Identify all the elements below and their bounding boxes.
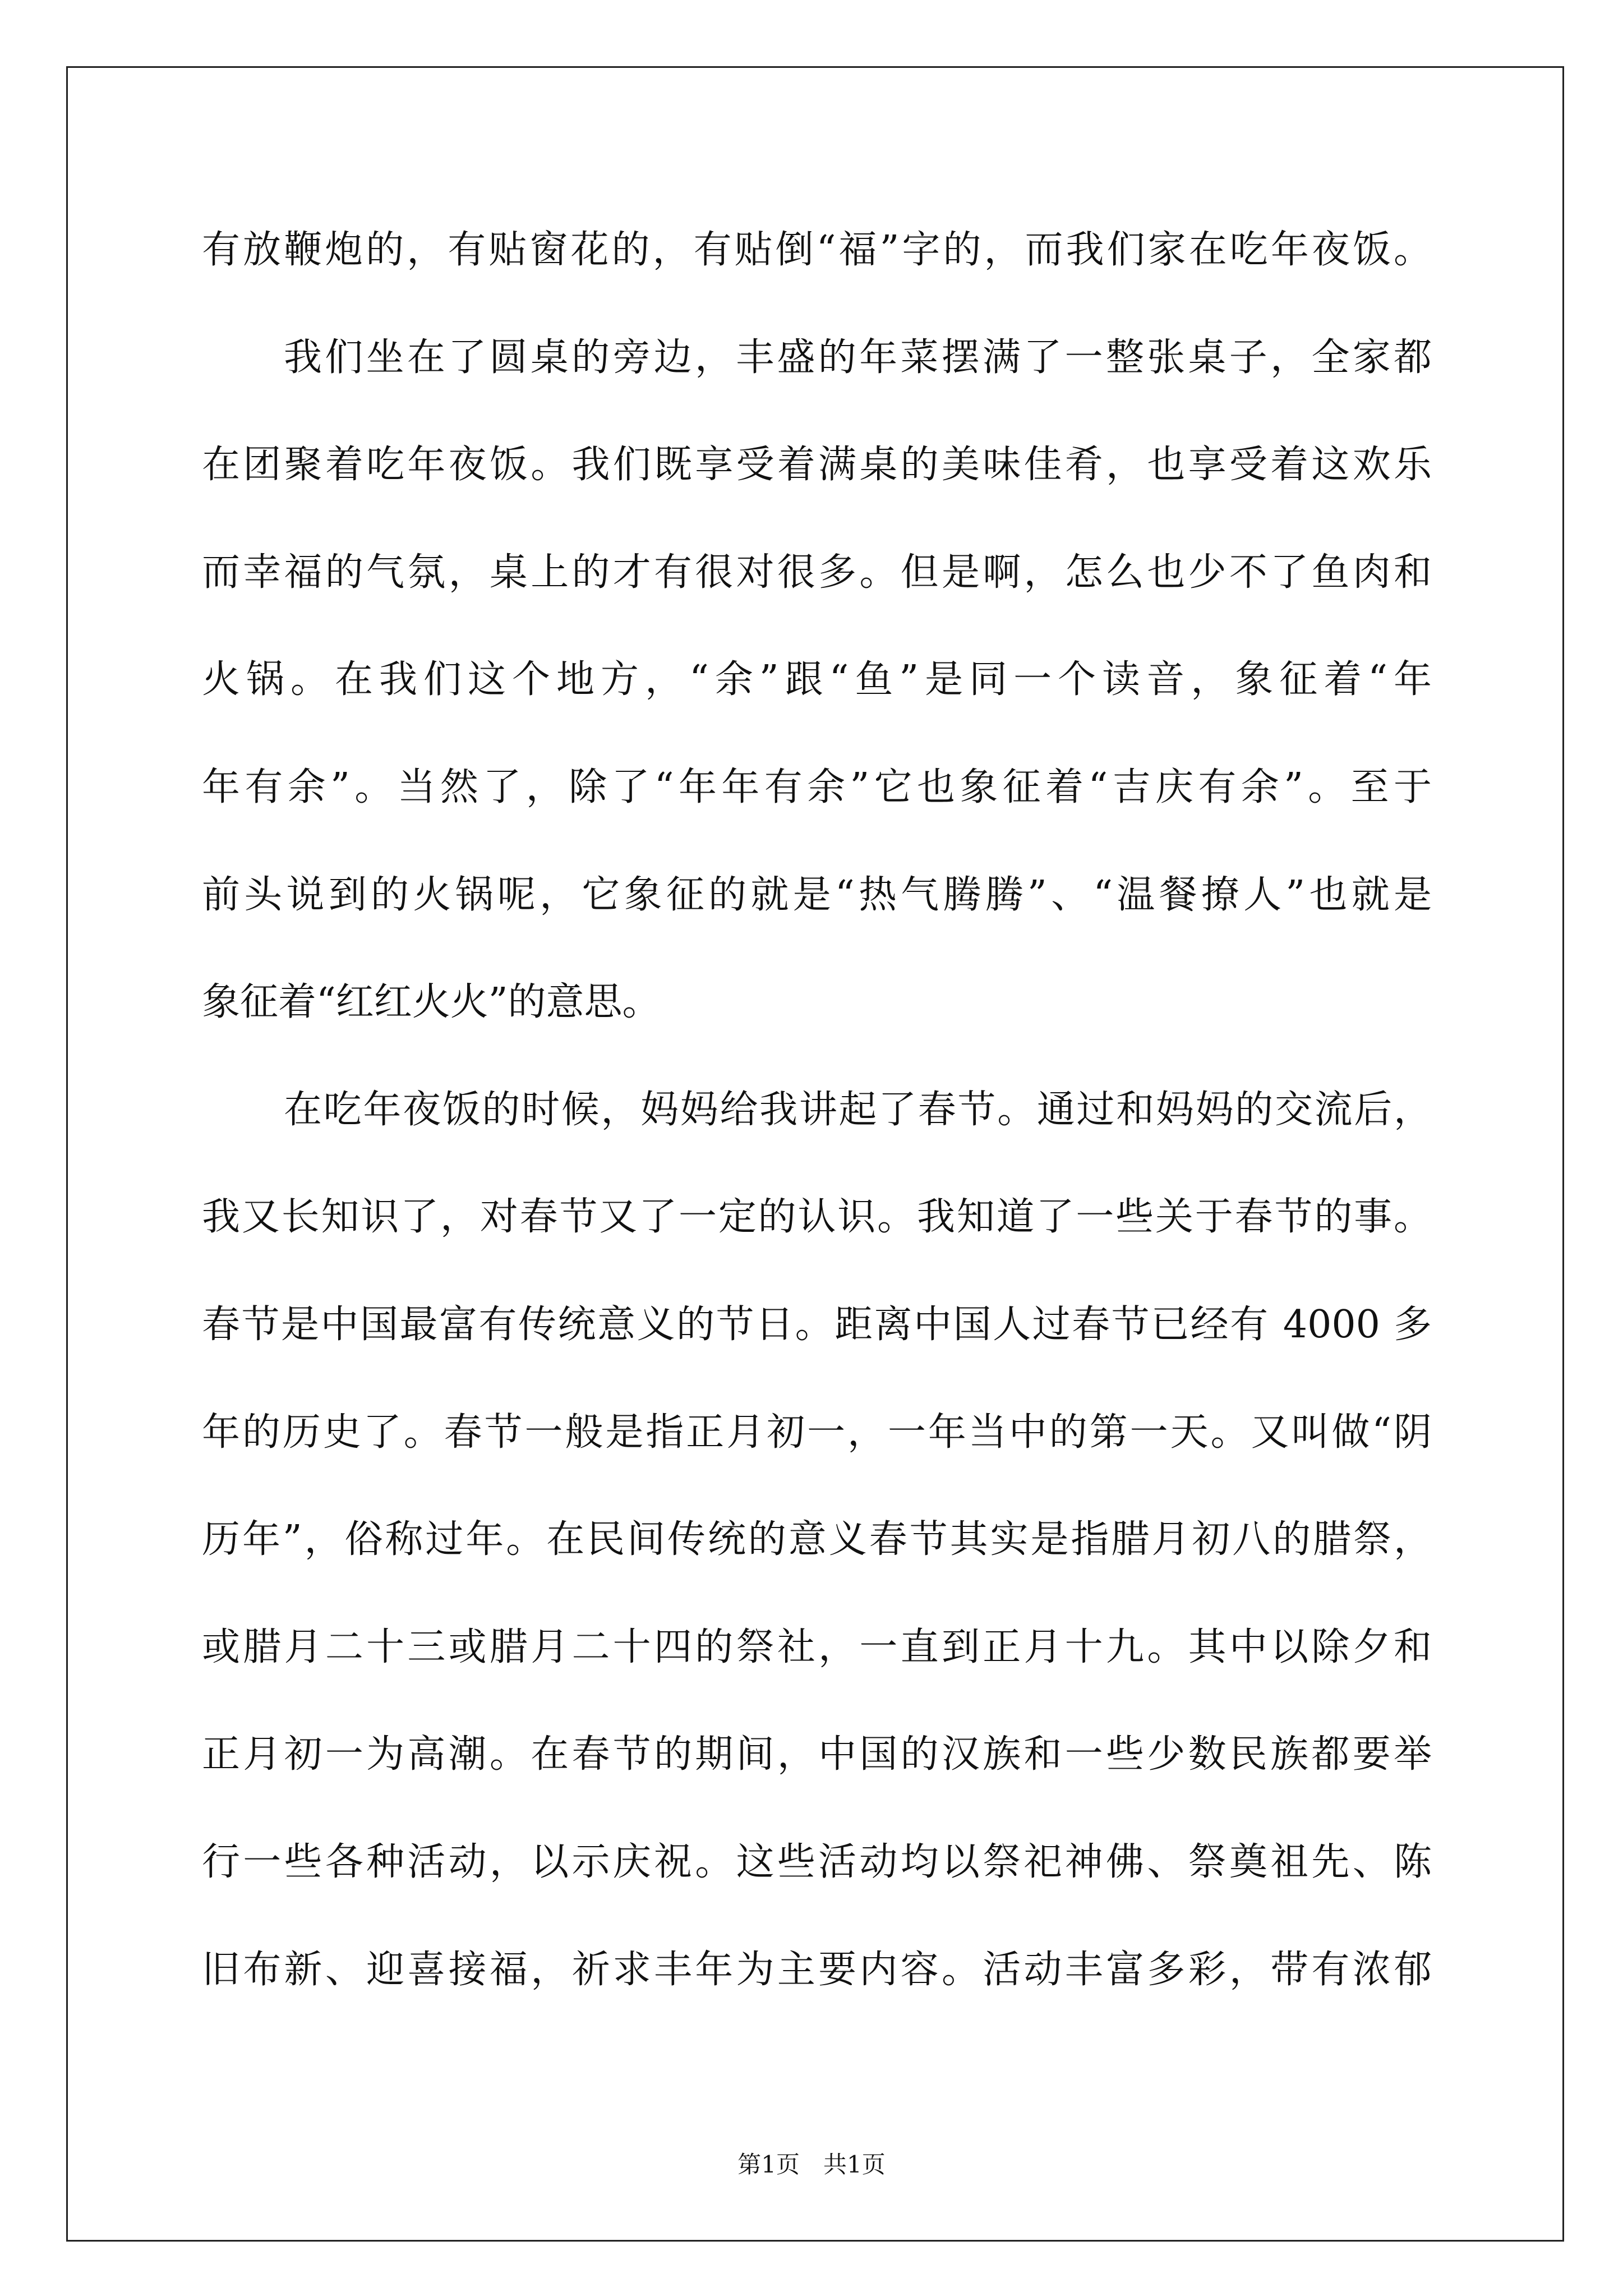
text-line: 我们坐在了圆桌的旁边，丰盛的年菜摆满了一整张桌子，全家都 bbox=[284, 335, 1432, 380]
page-number-footer: 第1页 共1页 bbox=[737, 2151, 886, 2178]
text-line: 在吃年夜饭的时候，妈妈给我讲起了春节。通过和妈妈的交流后， bbox=[284, 1087, 1432, 1132]
text-line: 行一些各种活动，以示庆祝。这些活动均以祭祀神佛、祭奠祖先、陈 bbox=[202, 1839, 1432, 1884]
text-line: 有放鞭炮的，有贴窗花的，有贴倒“福”字的，而我们家在吃年夜饭。 bbox=[202, 228, 1432, 272]
text-line: 象征着“红红火火”的意思。 bbox=[202, 980, 661, 1025]
text-line: 或腊月二十三或腊月二十四的祭社，一直到正月十九。其中以除夕和 bbox=[202, 1625, 1432, 1669]
text-line: 而幸福的气氛，桌上的才有很对很多。但是啊，怎么也少不了鱼肉和 bbox=[202, 550, 1432, 595]
text-line: 火锅。在我们这个地方，“余”跟“鱼”是同一个读音，象征着“年 bbox=[202, 657, 1432, 702]
document-body bbox=[202, 196, 1432, 2023]
paragraph bbox=[202, 304, 1432, 1056]
text-line: 我又长知识了，对春节又了一定的认识。我知道了一些关于春节的事。 bbox=[202, 1195, 1432, 1240]
text-line: 历年”，俗称过年。在民间传统的意义春节其实是指腊月初八的腊祭， bbox=[202, 1517, 1432, 1562]
text-line: 正月初一为高潮。在春节的期间，中国的汉族和一些少数民族都要举 bbox=[202, 1732, 1432, 1777]
text-line: 年有余”。当然了，除了“年年有余”它也象征着“吉庆有余”。至于 bbox=[202, 765, 1432, 809]
paragraph bbox=[202, 196, 1432, 304]
paragraph bbox=[202, 1056, 1432, 2023]
text-line: 在团聚着吃年夜饭。我们既享受着满桌的美味佳肴，也享受着这欢乐 bbox=[202, 443, 1432, 487]
text-line: 前头说到的火锅呢，它象征的就是“热气腾腾”、“温餐撩人”也就是 bbox=[202, 872, 1432, 917]
text-line: 旧布新、迎喜接福，祈求丰年为主要内容。活动丰富多彩，带有浓郁 bbox=[202, 1947, 1432, 1992]
text-line: 年的历史了。春节一般是指正月初一，一年当中的第一天。又叫做“阴 bbox=[202, 1410, 1432, 1455]
text-line: 春节是中国最富有传统意义的节日。距离中国人过春节已经有 4000 多 bbox=[202, 1302, 1432, 1347]
